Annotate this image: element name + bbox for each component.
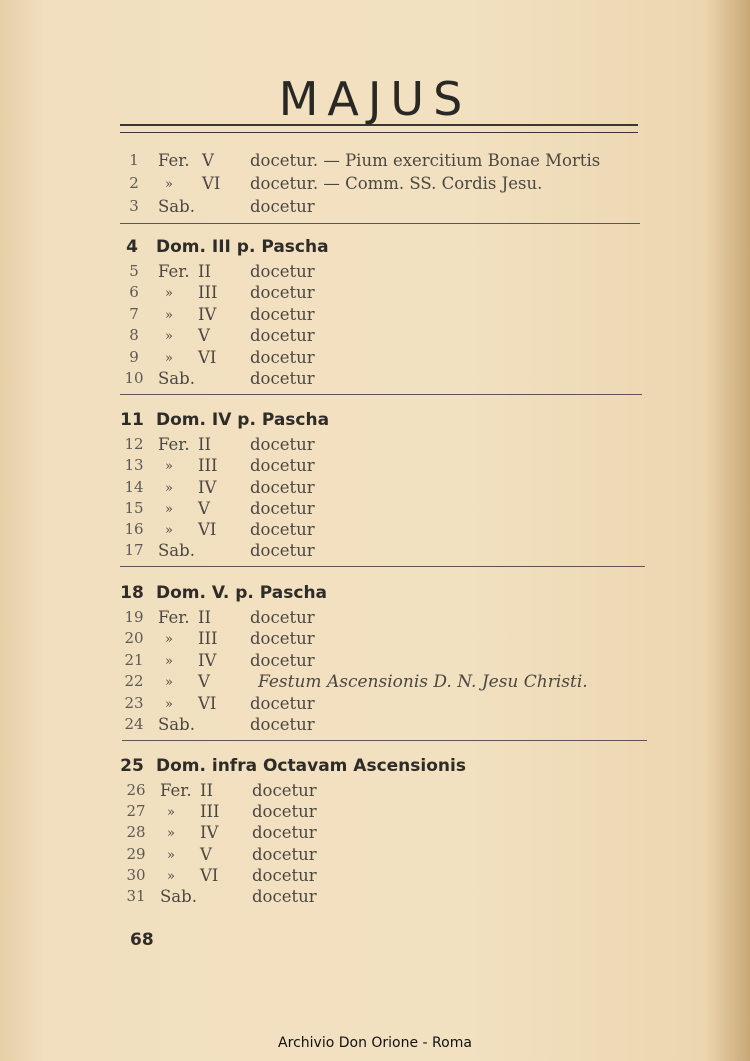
ditto-mark: » bbox=[165, 459, 173, 474]
feria-numeral: VI bbox=[198, 520, 217, 539]
feria-numeral: IV bbox=[198, 305, 217, 324]
day-text: docetur bbox=[252, 887, 317, 906]
feria-numeral: VI bbox=[198, 694, 217, 713]
feria-numeral: V bbox=[200, 845, 212, 864]
ditto-mark: » bbox=[165, 523, 173, 538]
week-divider bbox=[122, 740, 647, 741]
feria-label: Fer. bbox=[158, 151, 190, 170]
day-number: 4 bbox=[126, 237, 138, 257]
day-text: docetur bbox=[252, 823, 317, 842]
day-number: 8 bbox=[129, 326, 139, 344]
day-number: 19 bbox=[124, 608, 144, 626]
ditto-mark: » bbox=[165, 329, 173, 344]
day-text: docetur bbox=[250, 629, 315, 648]
day-number: 11 bbox=[120, 410, 144, 430]
feria-numeral: II bbox=[198, 262, 212, 281]
feria-label: Sab. bbox=[158, 369, 195, 388]
day-number: 31 bbox=[126, 887, 146, 905]
feria-numeral: IV bbox=[198, 651, 217, 670]
day-number: 3 bbox=[129, 197, 139, 215]
day-text: docetur bbox=[250, 499, 315, 518]
feria-numeral: III bbox=[198, 629, 218, 648]
day-number: 16 bbox=[124, 520, 144, 538]
day-number: 6 bbox=[129, 283, 139, 301]
day-text: docetur bbox=[250, 608, 315, 627]
ditto-mark: » bbox=[165, 502, 173, 517]
ditto-mark: » bbox=[167, 805, 175, 820]
day-number: 22 bbox=[124, 672, 144, 690]
day-text: docetur bbox=[250, 305, 315, 324]
ditto-mark: » bbox=[165, 697, 173, 712]
sunday-label: Dom. IV p. Pascha bbox=[156, 410, 330, 430]
day-text: docetur bbox=[252, 802, 317, 821]
sunday-label: Dom. III p. Pascha bbox=[156, 237, 329, 257]
day-text: docetur bbox=[252, 866, 317, 885]
day-text: docetur bbox=[250, 478, 315, 497]
feria-label: Fer. bbox=[158, 262, 190, 281]
ditto-mark: » bbox=[165, 632, 173, 647]
day-text: docetur bbox=[250, 283, 315, 302]
week-divider bbox=[120, 223, 640, 224]
day-number: 23 bbox=[124, 694, 144, 712]
day-text: docetur bbox=[250, 326, 315, 345]
page-number: 68 bbox=[130, 930, 154, 950]
day-number: 24 bbox=[124, 715, 144, 733]
day-text: docetur bbox=[250, 520, 315, 539]
day-number: 27 bbox=[126, 802, 146, 820]
sunday-label: Dom. V. p. Pascha bbox=[156, 583, 328, 603]
day-text: docetur bbox=[252, 845, 317, 864]
feria-numeral: V bbox=[198, 672, 210, 691]
ditto-mark: » bbox=[167, 869, 175, 884]
day-text: docetur bbox=[250, 369, 315, 388]
day-number: 17 bbox=[124, 541, 144, 559]
ditto-mark: » bbox=[165, 654, 173, 669]
day-text: docetur bbox=[250, 541, 315, 560]
feria-numeral: III bbox=[198, 456, 218, 475]
day-text: docetur bbox=[250, 348, 315, 367]
day-text: docetur. — Pium exercitium Bonae Mortis bbox=[250, 151, 601, 170]
ditto-mark: » bbox=[165, 351, 173, 366]
week-divider bbox=[120, 394, 642, 395]
page-title: MAJUS bbox=[278, 72, 472, 126]
day-text: docetur bbox=[250, 197, 315, 216]
day-text: docetur bbox=[250, 435, 315, 454]
day-text: docetur bbox=[252, 781, 317, 800]
ditto-mark: » bbox=[165, 675, 173, 690]
day-number: 2 bbox=[129, 174, 139, 192]
day-number: 14 bbox=[124, 478, 144, 496]
feria-numeral: IV bbox=[200, 823, 219, 842]
feria-label: Fer. bbox=[158, 435, 190, 454]
day-number: 13 bbox=[124, 456, 144, 474]
day-number: 30 bbox=[126, 866, 146, 884]
feria-numeral: VI bbox=[198, 348, 217, 367]
feria-numeral: V bbox=[198, 326, 210, 345]
feria-label: Fer. bbox=[158, 608, 190, 627]
day-number: 21 bbox=[124, 651, 144, 669]
day-text: docetur bbox=[250, 715, 315, 734]
feria-numeral: IV bbox=[198, 478, 217, 497]
feria-numeral: II bbox=[198, 608, 212, 627]
day-number: 12 bbox=[124, 435, 144, 453]
archive-footer: Archivio Don Orione - Roma bbox=[278, 1035, 472, 1051]
day-number: 29 bbox=[126, 845, 146, 863]
day-text: docetur bbox=[250, 651, 315, 670]
day-number: 10 bbox=[124, 369, 144, 387]
ditto-mark: » bbox=[165, 308, 173, 323]
feria-numeral: II bbox=[198, 435, 212, 454]
day-number: 20 bbox=[124, 629, 144, 647]
feria-numeral: VI bbox=[200, 866, 219, 885]
feria-numeral: II bbox=[200, 781, 214, 800]
day-text: docetur. — Comm. SS. Cordis Jesu. bbox=[250, 174, 543, 193]
ditto-mark: » bbox=[167, 848, 175, 863]
day-number: 15 bbox=[124, 499, 144, 517]
ditto-mark: » bbox=[165, 177, 173, 192]
day-number: 5 bbox=[129, 262, 139, 280]
week-divider bbox=[120, 566, 645, 567]
sunday-label: Dom. infra Octavam Ascensionis bbox=[156, 756, 466, 776]
ditto-mark: » bbox=[167, 826, 175, 841]
title-double-rule bbox=[120, 124, 638, 133]
day-number: 7 bbox=[129, 305, 139, 323]
day-text: docetur bbox=[250, 262, 315, 281]
feria-label: Fer. bbox=[160, 781, 192, 800]
feria-label: Sab. bbox=[158, 197, 195, 216]
feria-numeral: III bbox=[198, 283, 218, 302]
day-text: docetur bbox=[250, 694, 315, 713]
day-number: 25 bbox=[120, 756, 144, 776]
feria-numeral: III bbox=[200, 802, 220, 821]
day-number: 18 bbox=[120, 583, 144, 603]
ditto-mark: » bbox=[165, 286, 173, 301]
feria-label: Sab. bbox=[160, 887, 197, 906]
feria-label: Sab. bbox=[158, 715, 195, 734]
feast-text: Festum Ascensionis D. N. Jesu Christi. bbox=[258, 672, 588, 692]
feria-numeral: VI bbox=[202, 174, 221, 193]
day-number: 9 bbox=[129, 348, 139, 366]
day-number: 26 bbox=[126, 781, 146, 799]
ditto-mark: » bbox=[165, 481, 173, 496]
day-number: 28 bbox=[126, 823, 146, 841]
day-number: 1 bbox=[129, 151, 139, 169]
feria-numeral: V bbox=[202, 151, 214, 170]
feria-label: Sab. bbox=[158, 541, 195, 560]
day-text: docetur bbox=[250, 456, 315, 475]
feria-numeral: V bbox=[198, 499, 210, 518]
